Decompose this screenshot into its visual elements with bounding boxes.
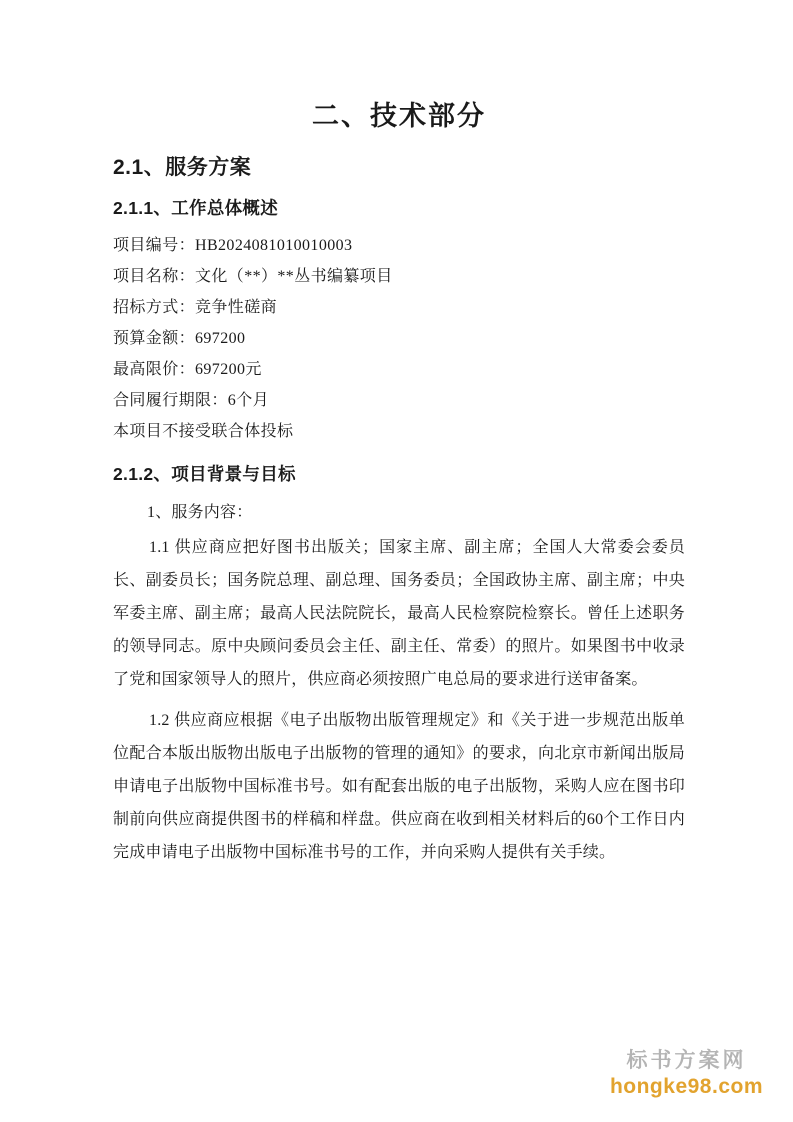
service-content-lead: 1、服务内容： [147, 504, 253, 521]
watermark [610, 1048, 763, 1100]
service-paragraph-1-2: 1.2 供应商应根据《电子出版物出版管理规定》和《关于进一步规范出版单位配合本版出版物出版电子出版物的管理的通知》的要求，向北京市新闻出版局申请电子出版物中国标准书号。如有配套出版的电子出版物，采购人应在图书印制前向供应商提供图书的样稿和样盘。供应商在收到相关材料后的60个工作日内完成申请电子出版物中国标准书号的工作，并向采购人提供有关手续。 [113, 712, 685, 861]
service-paragraph-1-1: 1.1 供应商应把好图书出版关；国家主席、副主席；全国人大常委会委员长、副委员长；国务院总理、副总理、国务委员；全国政协主席、副主席；中央军委主席、副主席；最高人民法院院长，最高人民检察院检察长。曾任上述职务的领导同志。原中央顾问委员会主任、副主任、常委）的照片。如果图书中收录了党和国家领导人的照片，供应商必须按照广电总局的要求进行送审备案。 [113, 539, 685, 688]
project-field-bid-method: 招标方式：竞争性磋商 [113, 299, 278, 316]
watermark-brand-url: hongke98.com [609, 1075, 763, 1098]
project-field-consortium-note: 本项目不接受联合体投标 [113, 423, 294, 440]
project-field-duration: 合同履行期限：6个月 [113, 392, 270, 409]
section-heading-2-1: 2.1、服务方案 [113, 156, 252, 179]
watermark-brand-cn: 标书方案网 [626, 1049, 747, 1072]
subsection-heading-2-1-1: 2.1.1、工作总体概述 [113, 198, 279, 218]
page-title: 二、技术部分 [312, 101, 486, 131]
project-field-number: 项目编号：HB2024081010010003 [113, 237, 353, 254]
project-field-name: 项目名称：文化（**）**丛书编纂项目 [113, 268, 393, 285]
subsection-heading-2-1-2: 2.1.2、项目背景与目标 [113, 464, 296, 484]
project-field-budget: 预算金额：697200 [113, 330, 246, 347]
project-field-max-price: 最高限价：697200元 [113, 361, 262, 378]
